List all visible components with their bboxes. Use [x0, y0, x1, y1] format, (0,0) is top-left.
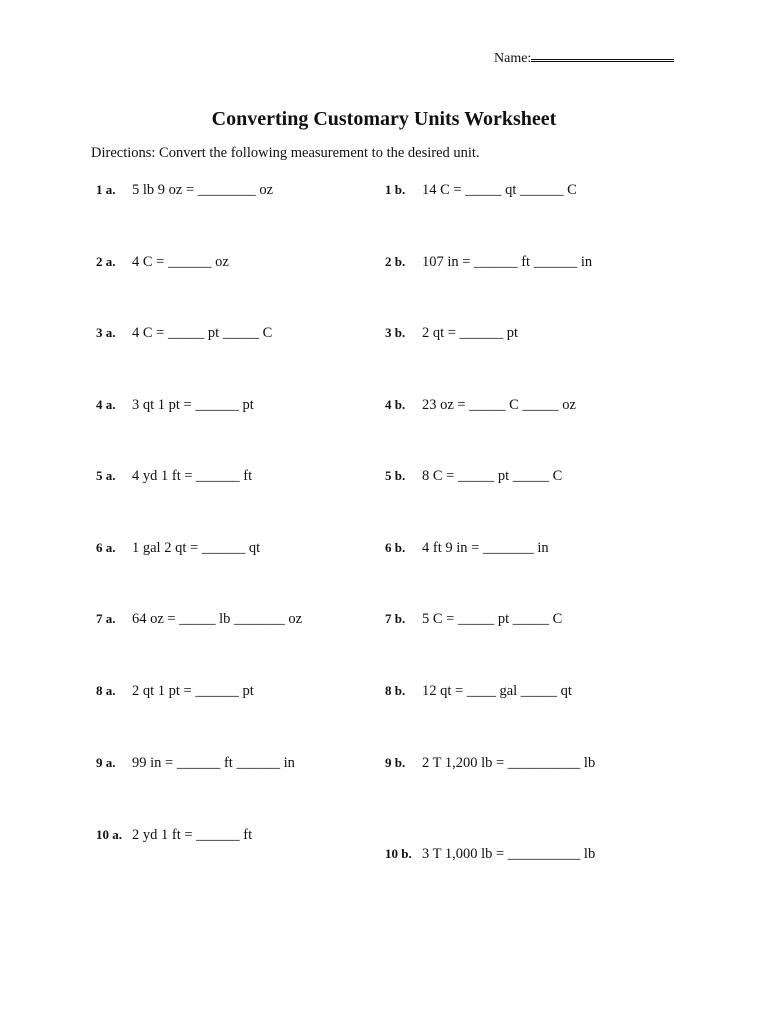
problem-2b [385, 254, 592, 271]
problem-label: 1 b. [385, 182, 406, 197]
problem-label: 4 a. [96, 397, 116, 412]
problem-label: 3 b. [385, 325, 406, 340]
problem-label: 10 b. [385, 846, 412, 861]
problem-label: 8 a. [96, 683, 116, 698]
problem-label: 6 a. [96, 540, 116, 555]
problem-3b [385, 325, 518, 342]
worksheet-title: Converting Customary Units Worksheet [211, 108, 557, 130]
problem-label: 3 a. [96, 325, 116, 340]
problem-label: 7 a. [96, 611, 116, 626]
problem-text: 1 gal 2 qt = ______ qt [132, 540, 261, 556]
problem-9b [385, 755, 595, 772]
problem-6a [96, 540, 260, 557]
problem-text: 5 C = _____ pt _____ C [422, 611, 563, 627]
problem-text: 2 qt = ______ pt [422, 325, 518, 341]
problem-9a [96, 755, 295, 772]
directions-text: Directions: Convert the following measurement to the desired unit. [91, 145, 480, 161]
name-label: Name: [494, 51, 532, 66]
problem-text: 2 T 1,200 lb = __________ lb [422, 755, 596, 771]
problem-text: 5 lb 9 oz = ________ oz [132, 182, 274, 198]
name-blank-line [531, 46, 674, 62]
problem-10a [96, 827, 252, 844]
problem-text: 12 qt = ____ gal _____ qt [422, 683, 572, 699]
problem-text: 4 C = ______ oz [132, 254, 229, 270]
problem-7a [96, 611, 302, 628]
problem-text: 23 oz = _____ C _____ oz [422, 397, 576, 413]
problem-5a [96, 468, 252, 485]
problem-label: 7 b. [385, 611, 406, 626]
problem-1a [96, 182, 273, 199]
problem-label: 10 a. [96, 827, 122, 842]
problem-text: 4 C = _____ pt _____ C [132, 325, 273, 341]
problem-8b [385, 683, 572, 700]
problem-4a [96, 397, 254, 414]
problem-label: 8 b. [385, 683, 406, 698]
problem-2a [96, 254, 229, 271]
problem-text: 107 in = ______ ft ______ in [422, 254, 593, 270]
problem-5b [385, 468, 562, 485]
problem-label: 6 b. [385, 540, 406, 555]
name-field [494, 46, 674, 67]
problem-label: 5 b. [385, 468, 406, 483]
problem-7b [385, 611, 562, 628]
problem-8a [96, 683, 254, 700]
problem-label: 2 a. [96, 254, 116, 269]
problem-label: 5 a. [96, 468, 116, 483]
problem-label: 4 b. [385, 397, 406, 412]
problem-text: 64 oz = _____ lb _______ oz [132, 611, 303, 627]
problem-3a [96, 325, 272, 342]
problem-label: 9 b. [385, 755, 406, 770]
problem-label: 2 b. [385, 254, 406, 269]
problem-text: 2 qt 1 pt = ______ pt [132, 683, 254, 699]
problem-4b [385, 397, 576, 414]
problem-text: 8 C = _____ pt _____ C [422, 468, 563, 484]
problem-label: 1 a. [96, 182, 116, 197]
problem-text: 3 T 1,000 lb = __________ lb [422, 846, 596, 862]
problem-label: 9 a. [96, 755, 116, 770]
problem-text: 3 qt 1 pt = ______ pt [132, 397, 254, 413]
problem-text: 99 in = ______ ft ______ in [132, 755, 295, 771]
problem-text: 4 yd 1 ft = ______ ft [132, 468, 253, 484]
problem-6b [385, 540, 549, 557]
problem-text: 4 ft 9 in = _______ in [422, 540, 549, 556]
problem-text: 2 yd 1 ft = ______ ft [132, 827, 253, 843]
problem-10b [385, 846, 595, 863]
problem-1b [385, 182, 577, 199]
problem-text: 14 C = _____ qt ______ C [422, 182, 577, 198]
